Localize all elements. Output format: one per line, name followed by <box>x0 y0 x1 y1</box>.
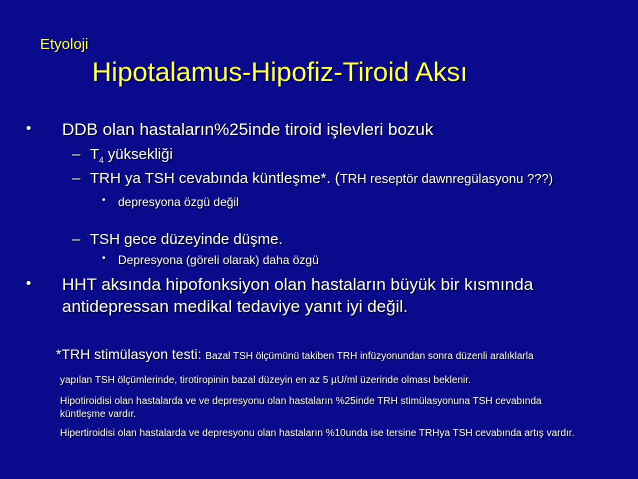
footnote-heading: *TRH stimülasyon testi: <box>56 346 206 362</box>
trh-text: TRH ya TSH cevabında küntleşme*. ( <box>90 170 340 187</box>
t4-suffix: yüksekliği <box>103 146 173 163</box>
section-label: Etyoloji <box>40 36 89 53</box>
specific-text: Depresyona (göreli olarak) daha özgü <box>118 253 319 267</box>
footnote-heading-rest: Bazal TSH ölçümünü takiben TRH infüzyonundan sonra düzenli aralıklarla <box>205 351 534 362</box>
sub-bullet-trh-text <box>90 170 553 187</box>
t4-prefix: T <box>90 146 100 163</box>
footnote-heading-line <box>56 346 534 362</box>
bullet-dot: • <box>26 275 32 292</box>
bullet-dot: • <box>26 120 32 137</box>
bullet-1-text: DDB olan hastaların%25inde tiroid işlevleri bozuk <box>62 120 434 139</box>
bullet-2-line1: HHT aksında hipofonksiyon olan hastaların büyük bir kısmında <box>62 275 534 294</box>
nonspecific-text: depresyona özgü değil <box>118 195 239 209</box>
slide-title: Hipotalamus-Hipofiz-Tiroid Aksı <box>92 57 468 87</box>
footnote-line-2: yapılan TSH ölçümlerinde, tirotiropinin bazal düzeyin en az 5 µU/ml üzerinde olması beklenir. <box>60 375 471 386</box>
bullet-dot: • <box>102 253 106 264</box>
t4-subscript: 4 <box>99 156 104 165</box>
trh-receptor-note: TRH reseptör dawnregülasyonu ???) <box>339 171 553 186</box>
sub-bullet-t4-text <box>90 146 173 165</box>
dash: – <box>72 170 81 187</box>
tsh-night-text: TSH gece düzeyinde düşme. <box>90 231 283 248</box>
dash: – <box>72 146 81 163</box>
bullet-dot: • <box>102 195 106 206</box>
footnote-line-5: Hipertiroidisi olan hastalarda ve depresyonu olan hastaların %10unda ise tersine TRHya TSH cevabında artış vardır. <box>60 428 575 439</box>
footnote-line-4: küntleşme vardır. <box>60 409 137 420</box>
bullet-2-line2: antidepressan medikal tedaviye yanıt iyi değil. <box>62 297 408 316</box>
footnote-line-3: Hipotiroidisi olan hastalarda ve ve depresyonu olan hastaların %25inde TRH stimülasyonuna TSH cevabında <box>60 396 542 407</box>
dash: – <box>72 231 81 248</box>
